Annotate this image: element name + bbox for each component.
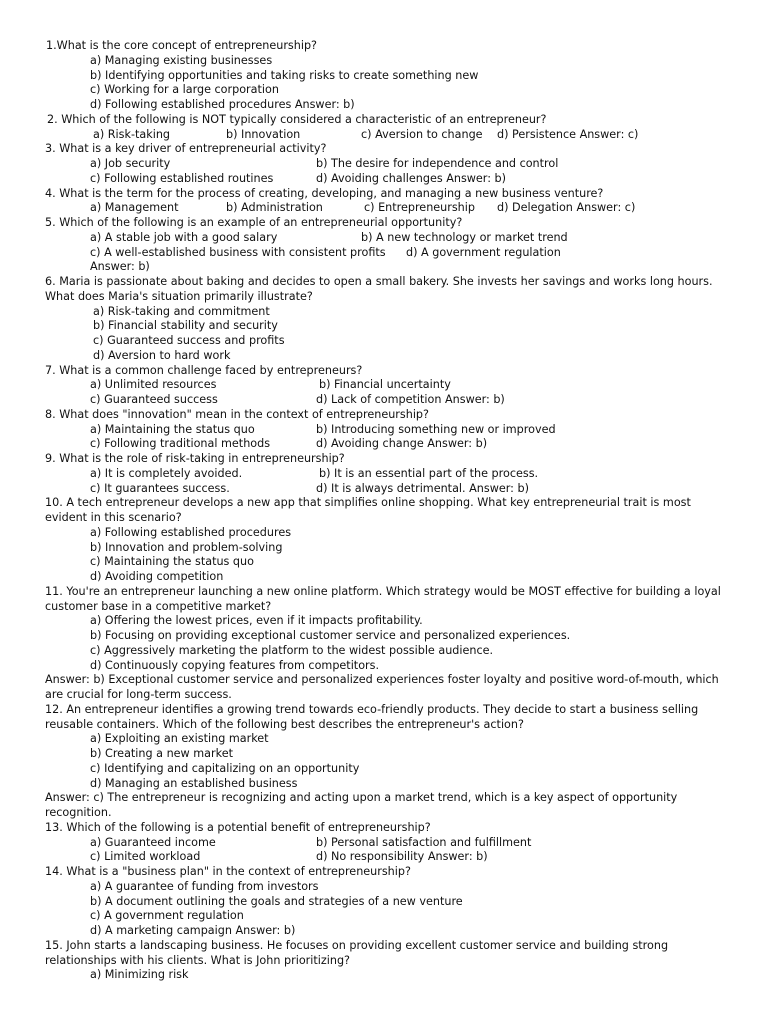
- question-6: 6. Maria is passionate about baking and decides to open a small bakery. She invests her savings and works long hours. What does Maria's situation primarily illustrate?: [45, 275, 713, 303]
- q7-option-c: c) Guaranteed success: [90, 393, 218, 406]
- q9-option-a: a) It is completely avoided.: [90, 466, 243, 480]
- q8-option-a: a) Maintaining the status quo: [90, 422, 255, 436]
- q3-options-row-1: [45, 157, 735, 172]
- q10-option-d: d) Avoiding competition: [90, 570, 224, 583]
- q8-options-row-1: [45, 423, 735, 438]
- question-11: 11. You're an entrepreneur launching a new online platform. Which strategy would be MOST effective for building a loyal customer base in a competitive market?: [45, 584, 721, 613]
- q3-option-b: b) The desire for independence and control: [316, 157, 559, 170]
- q9-option-d: d) It is always detrimental. Answer: b): [316, 481, 529, 495]
- q5-option-b: b) A new technology or market trend: [361, 230, 568, 244]
- q5-option-d: d) A government regulation: [406, 245, 561, 259]
- q4-option-b: b) Administration: [226, 201, 323, 215]
- q2-option-c: c) Aversion to change: [361, 127, 483, 141]
- q9-option-b: b) It is an essential part of the process.: [319, 466, 539, 480]
- question-1: 1.What is the core concept of entrepreneurship?: [46, 39, 317, 52]
- question-14: 14. What is a "business plan" in the context of entrepreneurship?: [45, 865, 411, 878]
- q12-answer: Answer: c) The entrepreneur is recognizing and acting upon a market trend, which is a key aspect of opportunity recognition.: [45, 791, 678, 819]
- q1-option-a: a) Managing existing businesses: [90, 53, 273, 67]
- q14-option-d: d) A marketing campaign Answer: b): [90, 924, 296, 937]
- q10-option-a: a) Following established procedures: [90, 525, 292, 539]
- q4-option-d: d) Delegation Answer: c): [497, 201, 636, 215]
- q1-option-b: b) Identifying opportunities and taking risks to create something new: [90, 68, 479, 82]
- question-9: 9. What is the role of risk-taking in entrepreneurship?: [45, 452, 345, 465]
- q1-option-d: d) Following established procedures Answer: b): [90, 98, 355, 111]
- q5-options-row-2: [45, 246, 735, 261]
- question-15: 15. John starts a landscaping business. He focuses on providing excellent customer service and building strong relationships with his clients. What is John prioritizing?: [45, 938, 669, 967]
- question-8: 8. What does "innovation" mean in the context of entrepreneurship?: [45, 407, 429, 421]
- q11-option-a: a) Offering the lowest prices, even if it impacts profitability.: [90, 614, 423, 628]
- q5-option-c: c) A well-established business with consistent profits: [90, 245, 386, 259]
- q6-option-d: d) Aversion to hard work: [93, 348, 231, 362]
- q5-answer: Answer: b): [90, 260, 150, 274]
- q7-option-d: d) Lack of competition Answer: b): [316, 393, 505, 406]
- q13-options-row-2: [45, 850, 735, 865]
- q7-option-b: b) Financial uncertainty: [319, 378, 451, 392]
- q2-option-d: d) Persistence Answer: c): [497, 127, 639, 141]
- q2-option-b: b) Innovation: [226, 127, 301, 141]
- q13-option-c: c) Limited workload: [90, 850, 201, 864]
- question-7: 7. What is a common challenge faced by entrepreneurs?: [45, 363, 363, 377]
- question-12: 12. An entrepreneur identifies a growing trend towards eco-friendly products. They decide to start a business selling reusable containers. Which of the following best describes the entrepreneur's action?: [45, 702, 699, 731]
- q10-option-b: b) Innovation and problem-solving: [90, 540, 283, 554]
- q13-option-a: a) Guaranteed income: [90, 835, 216, 849]
- q6-option-c: c) Guaranteed success and profits: [93, 334, 285, 347]
- q4-option-c: c) Entrepreneurship: [364, 201, 475, 215]
- q12-option-d: d) Managing an established business: [90, 776, 298, 790]
- q9-options-row-1: [45, 467, 735, 482]
- q13-option-d: d) No responsibility Answer: b): [316, 850, 488, 864]
- quiz-content: [45, 39, 735, 983]
- question-10: 10. A tech entrepreneur develops a new app that simplifies online shopping. What key entrepreneurial trait is most evident in this scenario?: [45, 496, 691, 524]
- q2-options-row: [45, 128, 735, 143]
- q5-options-row-1: [45, 231, 735, 246]
- question-13: 13. Which of the following is a potential benefit of entrepreneurship?: [45, 820, 431, 834]
- q15-option-a: a) Minimizing risk: [90, 968, 189, 982]
- q8-option-b: b) Introducing something new or improved: [316, 422, 556, 436]
- q12-option-c: c) Identifying and capitalizing on an opportunity: [90, 761, 360, 775]
- q12-option-b: b) Creating a new market: [90, 747, 233, 760]
- q6-option-a: a) Risk-taking and commitment: [93, 304, 270, 318]
- q9-options-row-2: [45, 482, 735, 497]
- question-5: 5. Which of the following is an example of an entrepreneurial opportunity?: [45, 216, 463, 229]
- q6-option-b: b) Financial stability and security: [93, 319, 278, 333]
- q3-option-d: d) Avoiding challenges Answer: b): [316, 171, 507, 185]
- q14-option-a: a) A guarantee of funding from investors: [90, 879, 319, 893]
- q8-option-d: d) Avoiding change Answer: b): [316, 437, 488, 451]
- question-2: 2. Which of the following is NOT typically considered a characteristic of an entrepreneur?: [47, 112, 547, 126]
- q11-option-b: b) Focusing on providing exceptional customer service and personalized experiences.: [90, 629, 571, 642]
- q5-option-a: a) A stable job with a good salary: [90, 230, 278, 244]
- q14-option-b: b) A document outlining the goals and strategies of a new venture: [90, 894, 463, 908]
- q7-option-a: a) Unlimited resources: [90, 378, 217, 392]
- q8-options-row-2: [45, 437, 735, 452]
- q7-options-row-2: [45, 393, 735, 408]
- q11-option-c: c) Aggressively marketing the platform to the widest possible audience.: [90, 643, 494, 657]
- q3-option-c: c) Following established routines: [90, 171, 274, 185]
- question-4: 4. What is the term for the process of creating, developing, and managing a new business venture?: [45, 186, 604, 200]
- q12-option-a: a) Exploiting an existing market: [90, 732, 269, 746]
- q13-options-row-1: [45, 836, 735, 851]
- q10-option-c: c) Maintaining the status quo: [90, 555, 254, 569]
- q3-options-row-2: [45, 172, 735, 187]
- q9-option-c: c) It guarantees success.: [90, 481, 230, 495]
- q8-option-c: c) Following traditional methods: [90, 437, 271, 451]
- q11-option-d: d) Continuously copying features from competitors.: [90, 658, 380, 672]
- q11-answer: Answer: b) Exceptional customer service and personalized experiences foster loyalty and positive word-of-mouth, which are crucial for long-term success.: [45, 673, 719, 701]
- question-3: 3. What is a key driver of entrepreneurial activity?: [45, 142, 327, 156]
- q7-options-row-1: [45, 378, 735, 393]
- q4-options-row: [45, 201, 735, 216]
- q14-option-c: c) A government regulation: [90, 909, 244, 923]
- q1-option-c: c) Working for a large corporation: [90, 83, 279, 97]
- q2-option-a: a) Risk-taking: [93, 127, 171, 141]
- q13-option-b: b) Personal satisfaction and fulfillment: [316, 835, 532, 849]
- q3-option-a: a) Job security: [90, 157, 171, 170]
- q4-option-a: a) Management: [90, 201, 179, 215]
